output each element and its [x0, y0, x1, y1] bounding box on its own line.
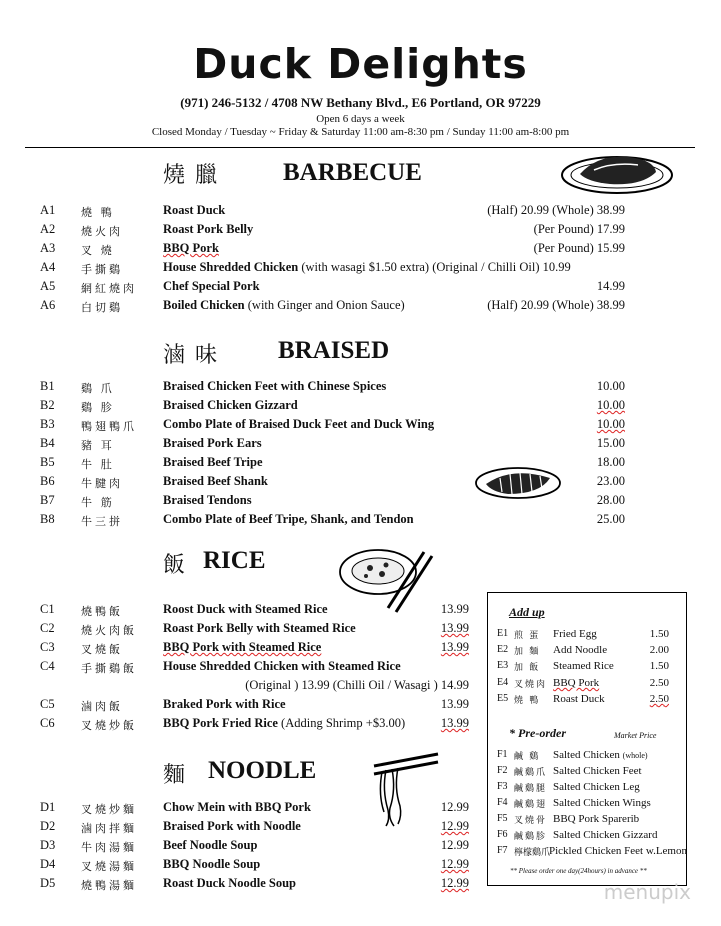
item-code: D2 [40, 819, 56, 833]
item-price: 13.99 [440, 697, 469, 711]
item-cn: 網紅燒肉 [81, 283, 137, 295]
item-name: Braised Chicken Feet with Chinese Spices [163, 379, 387, 393]
item-price: 13.99 [440, 640, 469, 654]
item-code: B5 [40, 455, 55, 469]
item-code: C3 [40, 640, 55, 654]
item-cn: 煎 蛋 [514, 630, 541, 640]
preorder-footnote: ** Please order one day(24hours) in advance ** [510, 867, 647, 875]
menu-item [0, 222, 721, 241]
item-cn: 鷄 胗 [81, 402, 115, 414]
item-cn: 手撕鷄飯 [81, 663, 137, 675]
item-price: 10.00 [596, 398, 625, 412]
item-price: 12.99 [440, 800, 469, 814]
item-cn: 加 麵 [514, 646, 541, 656]
item-cn: 叉 燒 [81, 245, 115, 257]
item-cn: 牛 筋 [81, 497, 115, 509]
item-name: Braised Pork with Noodle [163, 819, 301, 833]
item-price: (Per Pound) 17.99 [533, 222, 625, 236]
item-name: Braised Beef Tripe [163, 455, 263, 469]
preorder-item [497, 749, 687, 765]
item-code: F4 [497, 797, 508, 808]
item-code: E1 [497, 628, 509, 639]
item-name: Braised Pork Ears [163, 436, 262, 450]
roast-duck-plate-icon [558, 148, 676, 196]
address-line: (971) 246-5132 / 4708 NW Bethany Blvd., E6 Portland, OR 97229 [180, 95, 541, 110]
item-name: Pickled Chicken Feet w.Lemon [549, 845, 687, 857]
menu-item [0, 417, 721, 436]
item-code: F6 [497, 829, 508, 840]
item-cn: 鹹鷄胗 [514, 831, 548, 841]
hours-line: Closed Monday / Tuesday ~ Friday & Saturday 11:00 am-8:30 pm / Sunday 11:00 am-8:00 pm [151, 126, 570, 138]
item-price: 15.00 [596, 436, 625, 450]
item-name: Chow Mein with BBQ Pork [163, 800, 311, 814]
item-cn: 叉燒骨 [514, 815, 548, 825]
restaurant-title: Duck Delights [193, 40, 528, 88]
item-name [163, 260, 571, 275]
preorder-item [497, 797, 687, 813]
item-name: BBQ Pork [553, 677, 600, 689]
item-name-text: House Shredded Chicken [163, 260, 299, 274]
item-code: F2 [497, 765, 508, 776]
menu-item [0, 379, 721, 398]
item-cn: 牛肉湯麵 [81, 842, 137, 854]
preorder-item [497, 829, 687, 845]
item-code: A3 [40, 241, 56, 255]
item-code: D3 [40, 838, 56, 852]
item-cn: 鷄 爪 [81, 383, 115, 395]
item-code: A1 [40, 203, 56, 217]
item-name-text: Salted Chicken [553, 749, 620, 761]
item-code: C4 [40, 659, 55, 673]
item-name: BBQ Noodle Soup [163, 857, 261, 871]
item-extra: (with wasagi $1.50 extra) (Original / Chilli Oil) 10.99 [298, 260, 571, 274]
item-cn: 燒鴨湯麵 [81, 880, 137, 892]
braised-cn-heading: 滷味 [163, 342, 228, 367]
item-price: 13.99 [440, 716, 469, 730]
barbecue-heading: BARBECUE [283, 159, 422, 186]
braised-heading: BRAISED [278, 337, 390, 364]
item-cn: 手撕鷄 [81, 264, 123, 276]
item-code: A6 [40, 298, 56, 312]
item-price: (Half) 20.99 (Whole) 38.99 [487, 203, 625, 217]
item-code: E5 [497, 693, 509, 704]
item-price: 12.99 [440, 876, 469, 890]
open-days: Open 6 days a week [316, 113, 405, 125]
item-cn: 鹹鷄爪 [514, 767, 548, 777]
item-name: Chef Special Pork [163, 279, 260, 293]
item-extra: (with Ginger and Onion Sauce) [244, 298, 405, 312]
preorder-item [497, 765, 687, 781]
item-cn: 燒火肉 [81, 226, 123, 238]
item-code: D1 [40, 800, 56, 814]
item-cn: 滷肉拌麵 [81, 823, 137, 835]
item-cn: 叉燒肉 [514, 679, 548, 689]
item-cn: 叉燒炒飯 [81, 720, 137, 732]
preorder-item [497, 845, 687, 861]
item-cn: 白切鷄 [81, 302, 123, 314]
item-price: 12.99 [440, 857, 469, 871]
item-cn: 鹹鷄翅 [514, 799, 548, 809]
item-name: Salted Chicken Leg [553, 781, 640, 793]
item-price: 25.00 [596, 512, 625, 526]
menu-item [0, 512, 721, 531]
menu-item [0, 298, 721, 317]
item-price: 2.50 [649, 677, 669, 689]
item-price: (Per Pound) 15.99 [533, 241, 625, 255]
item-cn: 滷肉飯 [81, 701, 123, 713]
item-name: Braked Pork with Rice [163, 697, 286, 711]
item-code: F5 [497, 813, 508, 824]
menu-item [0, 436, 721, 455]
item-code: B8 [40, 512, 55, 526]
item-price: 12.99 [440, 819, 469, 833]
noodle-cn-heading: 麵 [163, 762, 196, 787]
item-cn: 燒鴨飯 [81, 606, 123, 618]
item-options-price: (Original ) 13.99 (Chilli Oil / Wasagi ) 14.99 [245, 678, 469, 692]
item-name: Salted Chicken Gizzard [553, 829, 658, 841]
item-code: B6 [40, 474, 55, 488]
item-cn: 叉燒炒麵 [81, 804, 137, 816]
item-price: 2.50 [649, 693, 669, 705]
item-name: Combo Plate of Beef Tripe, Shank, and Tendon [163, 512, 414, 526]
item-code: C1 [40, 602, 55, 616]
item-cn: 鹹 鷄 [514, 751, 541, 761]
item-price: 2.00 [649, 644, 669, 656]
item-note: (whole) [622, 751, 648, 760]
menu-item [0, 203, 721, 222]
menu-item [0, 260, 721, 279]
item-code: B2 [40, 398, 55, 412]
item-code: B3 [40, 417, 55, 431]
addup-item [497, 628, 687, 644]
item-name: Roast Duck [163, 203, 226, 217]
item-name: Salted Chicken Wings [553, 797, 651, 809]
preorder-item [497, 781, 687, 797]
item-name: Braised Beef Shank [163, 474, 268, 488]
item-price: 10.00 [596, 417, 625, 431]
item-cn: 鹹鷄腿 [514, 783, 548, 793]
item-price: (Half) 20.99 (Whole) 38.99 [487, 298, 625, 312]
item-code: F1 [497, 749, 508, 760]
item-name: Roast Pork Belly [163, 222, 254, 236]
menu-item [0, 398, 721, 417]
item-name: Braised Tendons [163, 493, 252, 507]
item-name: Roost Duck with Steamed Rice [163, 602, 328, 616]
item-price: 13.99 [440, 621, 469, 635]
addup-item [497, 677, 687, 693]
menu-item [0, 455, 721, 474]
item-code: E3 [497, 660, 509, 671]
menu-item [0, 241, 721, 260]
item-cn: 燒 鴨 [81, 207, 115, 219]
barbecue-cn-heading: 燒臘 [163, 162, 228, 187]
menu-item [0, 279, 721, 298]
item-extra: (Adding Shrimp +$3.00) [277, 716, 406, 730]
addup-item [497, 693, 687, 709]
item-code: A2 [40, 222, 56, 236]
item-name: House Shredded Chicken with Steamed Rice [163, 659, 401, 673]
item-price: 23.00 [596, 474, 625, 488]
item-cn: 加 飯 [514, 662, 541, 672]
item-name: Fried Egg [553, 628, 597, 640]
watermark-text: menupix [603, 880, 691, 904]
item-code: A5 [40, 279, 56, 293]
item-price: 18.00 [596, 455, 625, 469]
rice-cn-heading: 飯 [163, 552, 196, 577]
item-code: E2 [497, 644, 509, 655]
item-price: 13.99 [440, 602, 469, 616]
item-name: Roast Duck Noodle Soup [163, 876, 297, 890]
item-cn: 叉燒飯 [81, 644, 123, 656]
item-name: BBQ Pork [163, 241, 219, 255]
item-cn: 牛三拼 [81, 516, 123, 528]
item-name: Roast Duck [553, 693, 605, 705]
item-name: BBQ Pork Sparerib [553, 813, 640, 825]
item-cn: 燒火肉飯 [81, 625, 137, 637]
item-code: B1 [40, 379, 55, 393]
item-code: B4 [40, 436, 55, 450]
item-cn: 牛腱肉 [81, 478, 123, 490]
item-price: 12.99 [440, 838, 469, 852]
item-name: Combo Plate of Braised Duck Feet and Duck Wing [163, 417, 435, 431]
item-code: F7 [497, 845, 508, 856]
item-cn: 燒 鴨 [514, 695, 541, 705]
noodle-heading: NOODLE [208, 757, 317, 784]
item-code: C2 [40, 621, 55, 635]
addup-item [497, 660, 687, 676]
item-price: 28.00 [596, 493, 625, 507]
item-price: 1.50 [649, 660, 669, 672]
item-code: C6 [40, 716, 55, 730]
item-price: 14.99 [596, 279, 625, 293]
item-code: D5 [40, 876, 56, 890]
item-name-text: BBQ Pork Fried Rice [163, 716, 278, 730]
item-name: Salted Chicken Feet [553, 765, 642, 777]
preorder-item [497, 813, 687, 829]
item-code: C5 [40, 697, 55, 711]
item-code: E4 [497, 677, 509, 688]
item-code: A4 [40, 260, 56, 274]
preorder-heading: * Pre-order [509, 726, 566, 740]
item-cn: 檸檬鷄爪 [514, 847, 551, 857]
addup-item [497, 644, 687, 660]
menu-item [0, 493, 721, 512]
item-name [163, 298, 405, 313]
item-name: Braised Chicken Gizzard [163, 398, 298, 412]
item-name: Steamed Rice [553, 660, 614, 672]
item-cn: 叉燒湯麵 [81, 861, 137, 873]
item-name [553, 749, 648, 761]
item-price: 10.00 [596, 379, 625, 393]
item-code: F3 [497, 781, 508, 792]
item-name: Roast Pork Belly with Steamed Rice [163, 621, 356, 635]
item-name-text: Boiled Chicken [163, 298, 245, 312]
rice-heading: RICE [203, 547, 266, 574]
item-name: BBQ Pork with Steamed Rice [163, 640, 322, 654]
item-code: D4 [40, 857, 56, 871]
item-name: Add Noodle [553, 644, 608, 656]
menu-item [0, 474, 721, 493]
item-name [163, 716, 405, 731]
item-cn: 鴨翅鴨爪 [81, 421, 137, 433]
market-price-label: Market Price [614, 731, 657, 740]
addup-heading: Add up [509, 605, 545, 619]
item-cn: 牛 肚 [81, 459, 115, 471]
item-price: 1.50 [649, 628, 669, 640]
item-name: Beef Noodle Soup [163, 838, 258, 852]
item-code: B7 [40, 493, 55, 507]
item-cn: 豬 耳 [81, 440, 115, 452]
